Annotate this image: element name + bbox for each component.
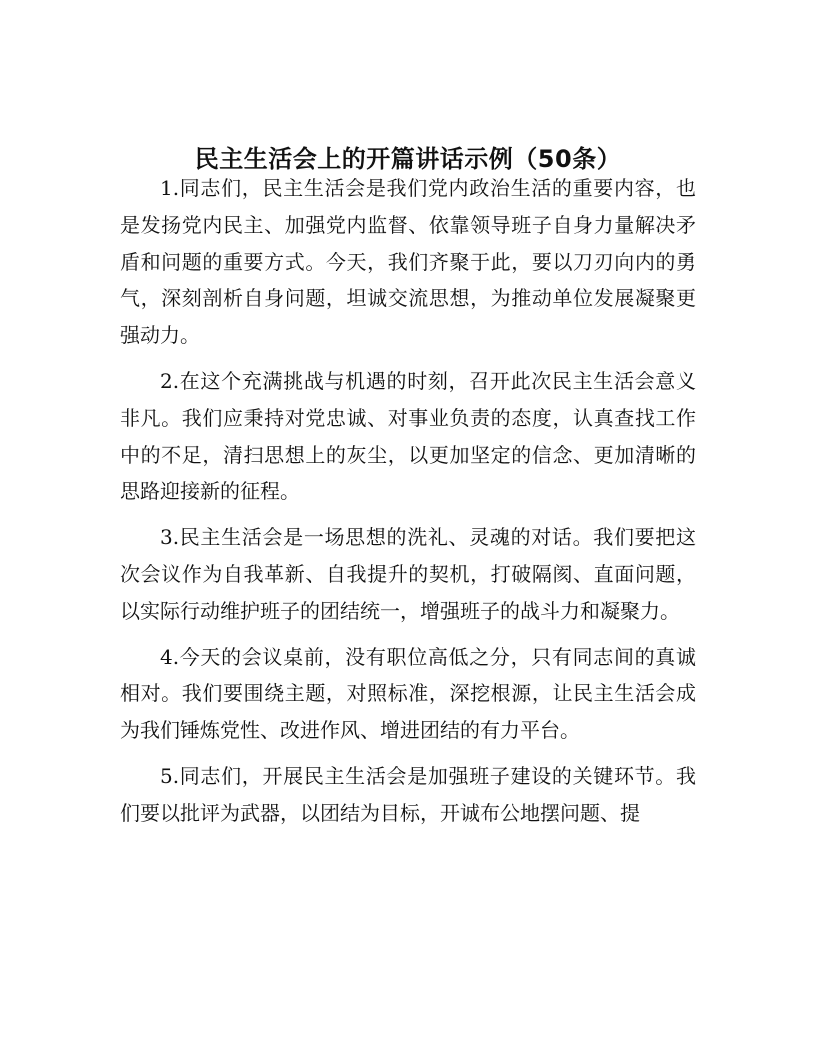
paragraph-1: 1.同志们，民主生活会是我们党内政治生活的重要内容，也是发扬党内民主、加强党内监督、依靠领导班子自身力量解决矛盾和问题的重要方式。今天，我们齐聚于此，要以刀刃向内的勇气，深刻剖析自身问题，坦诚交流思想，为推动单位发展凝聚更强动力。 — [120, 176, 696, 348]
paragraph-3: 3.民主生活会是一场思想的洗礼、灵魂的对话。我们要把这次会议作为自我革新、自我提升的契机，打破隔阂、直面问题，以实际行动维护班子的团结统一，增强班子的战斗力和凝聚力。 — [120, 525, 696, 623]
paragraph-5: 5.同志们，开展民主生活会是加强班子建设的关键环节。我们要以批评为武器，以团结为目标，开诚布公地摆问题、提 — [120, 763, 696, 825]
paragraph-2: 2.在这个充满挑战与机遇的时刻，召开此次民主生活会意义非凡。我们应秉持对党忠诚、对事业负责的态度，认真查找工作中的不足，清扫思想上的灰尘，以更加坚定的信念、更加清晰的思路迎接新的征程。 — [120, 368, 696, 504]
document-body — [120, 170, 696, 832]
paragraph-4: 4.今天的会议桌前，没有职位高低之分，只有同志间的真诚相对。我们要围绕主题，对照标准，深挖根源，让民主生活会成为我们锤炼党性、改进作风、增进团结的有力平台。 — [120, 644, 696, 743]
document-title: 民主生活会上的开篇讲话示例（50条） — [194, 145, 622, 173]
